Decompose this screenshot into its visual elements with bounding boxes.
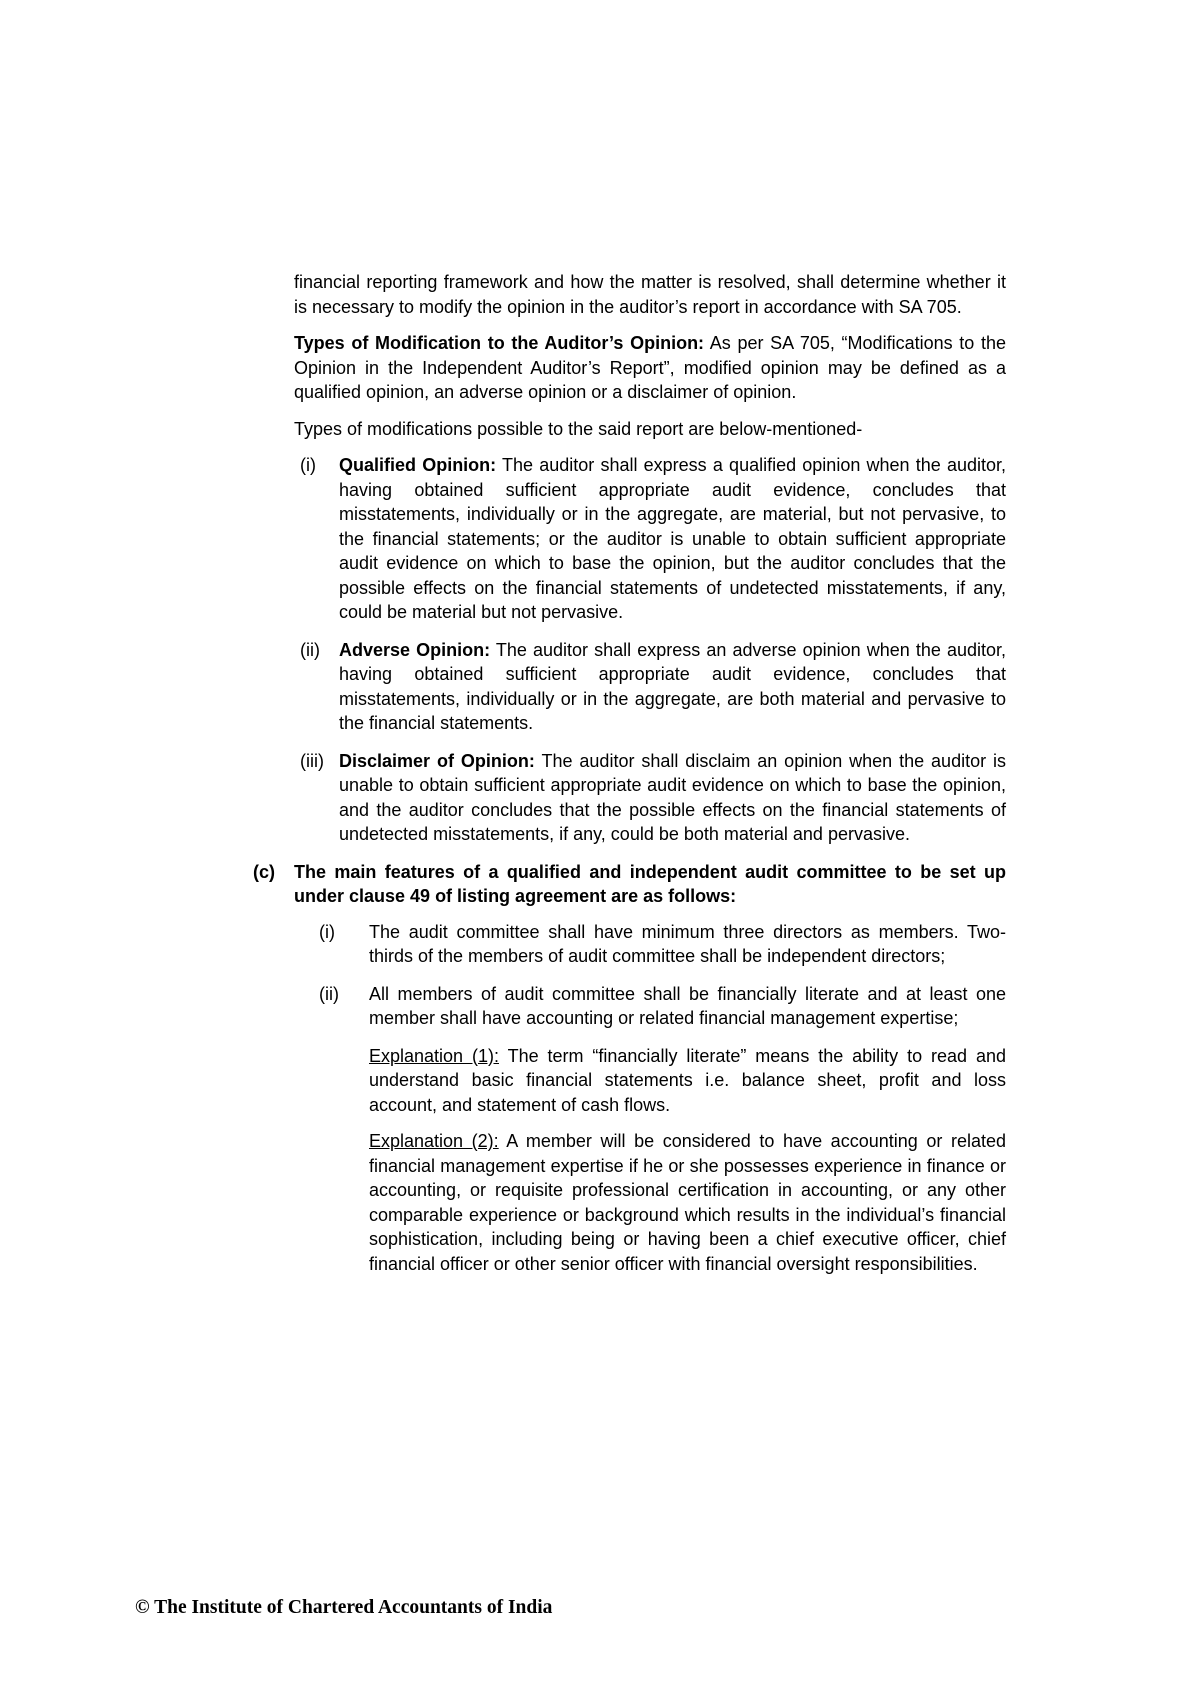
list-item-label: (ii) — [300, 639, 320, 660]
list-item-text: The audit committee shall have minimum three directors as members. Two-thirds of the members of audit committee shall be independent directors; — [369, 921, 1006, 966]
paragraph-intro: financial reporting framework and how the matter is resolved, shall determine whether it is necessary to modify the opinion in the auditor’s report in accordance with SA 705. — [294, 272, 1006, 317]
list-item-text: All members of audit committee shall be financially literate and at least one member shall have accounting or related financial management expertise; — [369, 983, 1006, 1028]
run-in-heading: Qualified Opinion: — [339, 455, 497, 475]
list-item-body: The auditor shall disclaim an opinion when the auditor is unable to obtain sufficient appropriate audit evidence on which to base the opinion, and the auditor concludes that the possible effects on the financial statements of undetected misstatements, if any, could be both material and pervasive. — [339, 750, 1007, 844]
explanation-label: Explanation (2): — [369, 1131, 499, 1151]
explanation-1 — [369, 1044, 1006, 1118]
copyright-footer: © The Institute of Chartered Accountants of India — [135, 1597, 553, 1618]
paragraph-text: As per SA 705, “Modifications to the Opinion in the Independent Auditor’s Report”, modified opinion may be defined as a qualified opinion, an adverse opinion or a disclaimer of opinion. — [294, 333, 1006, 402]
explanation-text: A member will be considered to have accounting or related financial management expertise if he or she possesses experience in finance or accounting, or requisite professional certification in accounting, or any other comparable experience or background which results in the individual’s financial sophistication, including being or having been a chief executive officer, chief financial officer or other senior officer with financial oversight responsibilities. — [369, 1131, 1006, 1274]
list-item-text — [339, 749, 1006, 847]
list-item-text — [339, 453, 1006, 625]
list-item-body: The auditor shall express a qualified opinion when the auditor, having obtained sufficient appropriate audit evidence, concludes that misstatements, individually or in the aggregate, are material, but not pervasive, to the financial statements; or the auditor is unable to obtain sufficient appropriate audit evidence on which to base the opinion, but the auditor concludes that the possible effects on the financial statements of undetected misstatements, if any, could be material but not pervasive. — [339, 455, 1006, 622]
list-item-audit-committee-members — [319, 920, 1006, 969]
list-item-qualified-opinion — [300, 453, 1006, 625]
heading-text: The main features of a qualified and independent audit committee to be set up under clause 49 of listing agreement are as follows: — [294, 861, 1006, 906]
explanation-2 — [369, 1129, 1006, 1276]
run-in-heading: Types of Modification to the Auditor’s Opinion: — [294, 333, 705, 353]
paragraph-lead-in: Types of modifications possible to the said report are below-mentioned- — [294, 418, 863, 439]
list-item-adverse-opinion — [300, 638, 1006, 736]
paragraph-types-of-modification — [294, 331, 1006, 405]
content-column — [253, 270, 1007, 1276]
list-item-c-heading — [253, 860, 1006, 909]
list-item-label: (iii) — [300, 750, 324, 771]
list-item-financially-literate — [319, 982, 1006, 1031]
explanation-text: The term “financially literate” means the ability to read and understand basic financial statements i.e. balance sheet, profit and loss account, and statement of cash flows. — [369, 1045, 1006, 1115]
list-item-label: (i) — [300, 455, 316, 475]
list-item-label: (c) — [253, 861, 275, 882]
list-item-body: The auditor shall express an adverse opinion when the auditor, having obtained sufficient appropriate audit evidence, concludes that misstatements, individually or in the aggregate, are both material and pervasive to the financial statements. — [339, 639, 1006, 733]
list-item-label: (ii) — [319, 983, 339, 1004]
list-item-disclaimer-of-opinion — [300, 749, 1007, 847]
run-in-heading: Adverse Opinion: — [339, 639, 491, 660]
explanation-label: Explanation (1): — [369, 1045, 499, 1066]
run-in-heading: Disclaimer of Opinion: — [339, 750, 535, 771]
list-item-label: (i) — [319, 921, 335, 942]
list-item-text — [339, 638, 1006, 736]
